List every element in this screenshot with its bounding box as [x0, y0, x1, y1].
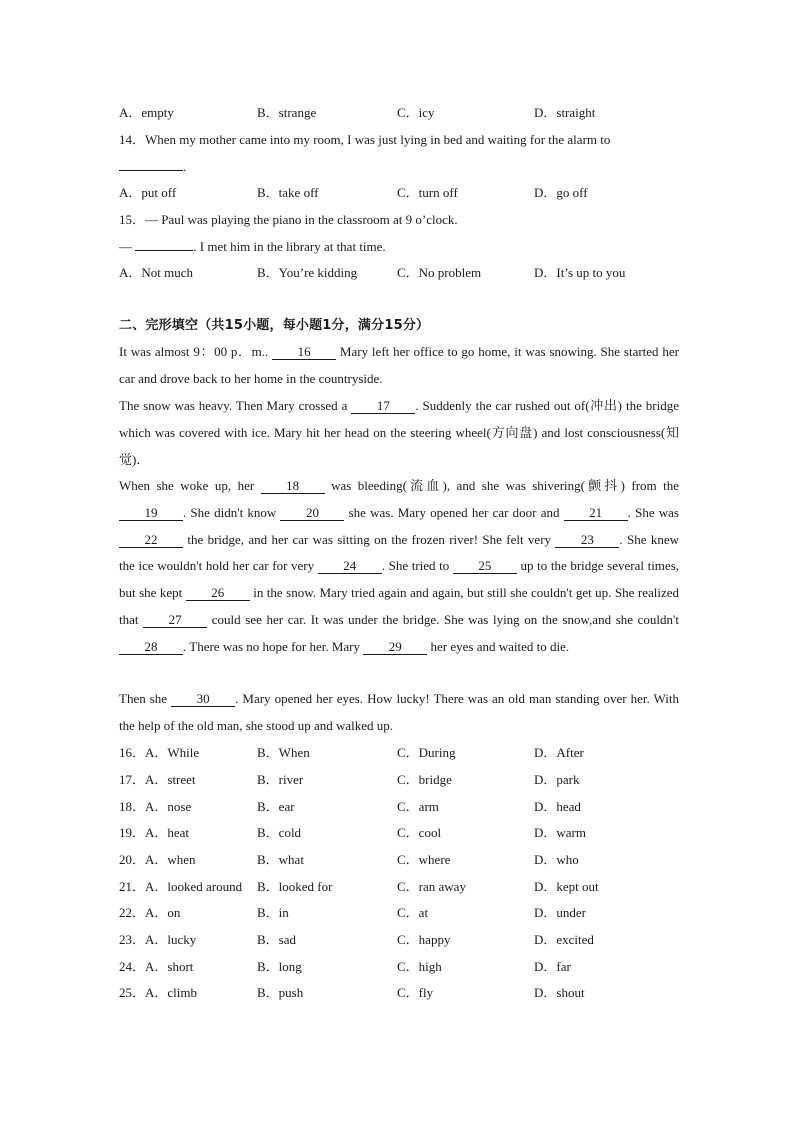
- cloze-option-row: [119, 903, 679, 923]
- option-b: B．ear: [257, 799, 295, 814]
- cloze-option-row: [119, 797, 679, 817]
- option-b: B．long: [257, 959, 302, 974]
- option-a: A．Not much: [119, 265, 194, 280]
- blank-28: 28: [119, 639, 183, 655]
- blank-25: 25: [453, 558, 517, 574]
- text: Then she: [119, 691, 172, 706]
- text: up to the bridge several times, but she kept: [119, 558, 680, 601]
- option-d: D．It’s up to you: [534, 265, 626, 280]
- text: . Suddenly the car rushed out of(冲出) the bridge which was covered with ice. Mary hit her head on the steering wheel(方向盘) and lost consciousness(知觉)．: [119, 398, 679, 467]
- cloze-passage-p1: [119, 339, 679, 393]
- option-d: D．under: [534, 905, 586, 920]
- blank-22: 22: [119, 532, 183, 548]
- q14-options: [119, 183, 679, 203]
- text: was bleeding(流血), and she was shivering(颤抖) from the: [324, 478, 679, 493]
- option-b: B．looked for: [257, 879, 333, 894]
- text: the bridge, and her car was sitting on the frozen river! She felt very: [183, 531, 556, 547]
- option-a: A．empty: [119, 105, 174, 120]
- text: . She was: [627, 504, 679, 520]
- blank-16: 16: [272, 344, 336, 360]
- option-c: C．icy: [397, 105, 435, 120]
- blank-24: 24: [318, 558, 382, 574]
- cloze-option-row: [119, 877, 679, 897]
- option-d: D．park: [534, 772, 580, 787]
- option-c: C．During: [397, 745, 456, 760]
- option-c: C．arm: [397, 799, 439, 814]
- answer-blank: [119, 170, 183, 171]
- q15-line2-suffix: . I met him in the library at that time.: [193, 239, 386, 254]
- option-c: C．happy: [397, 932, 451, 947]
- option-b: B．what: [257, 852, 304, 867]
- option-b: B．strange: [257, 105, 317, 120]
- option-a: 25．A．climb: [119, 985, 197, 1000]
- blank-17: 17: [351, 398, 415, 414]
- option-a: 19．A．heat: [119, 825, 190, 840]
- option-b: B．When: [257, 745, 310, 760]
- option-c: C．where: [397, 852, 451, 867]
- blank-30: 30: [171, 691, 235, 707]
- cloze-passage-p4: [119, 686, 679, 740]
- option-a: 22．A．on: [119, 905, 181, 920]
- blank-21: 21: [564, 505, 628, 521]
- blank-19: 19: [119, 505, 183, 521]
- cloze-option-row: [119, 957, 679, 977]
- text: . She didn't know: [183, 504, 281, 520]
- blank-27: 27: [143, 612, 207, 628]
- text: Mary left her office to go home, it was snowing. She started her car and drove back to her home in the countryside.: [119, 344, 680, 386]
- text: . She knew the ice wouldn't hold her car for very: [119, 531, 679, 574]
- option-d: D．excited: [534, 932, 594, 947]
- option-c: C．high: [397, 959, 442, 974]
- section-title: 二、完形填空（共15小题，每小题1分，满分15分）: [119, 318, 430, 333]
- cloze-option-row: [119, 850, 679, 870]
- cloze-option-row: [119, 930, 679, 950]
- option-d: D．After: [534, 745, 584, 760]
- text: . There was no hope for her. Mary: [183, 638, 364, 654]
- option-a: 23．A．lucky: [119, 932, 197, 947]
- option-c: C．at: [397, 905, 429, 920]
- option-b: B．cold: [257, 825, 302, 840]
- option-d: D．who: [534, 852, 579, 867]
- option-b: B．in: [257, 905, 289, 920]
- option-d: D．kept out: [534, 879, 599, 894]
- blank-26: 26: [186, 585, 250, 601]
- option-a: 17．A．street: [119, 772, 196, 787]
- blank-20: 20: [280, 505, 344, 521]
- option-d: D．head: [534, 799, 581, 814]
- option-b: B．river: [257, 772, 304, 787]
- q14-stem-end: .: [183, 159, 187, 174]
- option-a: 18．A．nose: [119, 799, 192, 814]
- text: . She tried to: [381, 558, 453, 574]
- text: her eyes and waited to die.: [427, 638, 570, 654]
- cloze-passage-p3: [119, 473, 679, 661]
- blank-18: 18: [261, 478, 325, 494]
- q15-line2: [119, 237, 679, 257]
- blank-29: 29: [363, 639, 427, 655]
- option-c: C．ran away: [397, 879, 466, 894]
- text: in the snow. Mary tried again and again, but still she couldn't get up. She realized that: [119, 585, 680, 627]
- q15-line1: 15．— Paul was playing the piano in the classroom at 9 o’clock.: [119, 212, 458, 227]
- q14-blank-line: [119, 157, 679, 177]
- option-a: 21．A．looked around: [119, 879, 243, 894]
- cloze-option-row: [119, 770, 679, 790]
- option-d: D．far: [534, 959, 571, 974]
- q13-options: [119, 103, 679, 123]
- option-b: B．push: [257, 985, 304, 1000]
- option-b: B．sad: [257, 932, 297, 947]
- option-d: D．straight: [534, 105, 596, 120]
- option-a: 24．A．short: [119, 959, 194, 974]
- text: she was. Mary opened her car door and: [344, 504, 564, 520]
- text: . Mary opened her eyes. How lucky! There was an old man standing over her. With the help of the old man, she stood up and walked up.: [119, 691, 679, 733]
- option-a: 20．A．when: [119, 852, 196, 867]
- option-d: D．warm: [534, 825, 586, 840]
- option-c: C．fly: [397, 985, 434, 1000]
- option-d: D．go off: [534, 185, 588, 200]
- option-c: C．cool: [397, 825, 442, 840]
- option-b: B．take off: [257, 185, 319, 200]
- q15-options: [119, 263, 679, 283]
- answer-blank: [135, 250, 193, 251]
- q15-dash: —: [119, 239, 136, 254]
- option-c: C．turn off: [397, 185, 458, 200]
- text: could see her car. It was under the bridge. She was lying on the snow,and she couldn't: [207, 611, 679, 627]
- option-b: B．You’re kidding: [257, 265, 358, 280]
- cloze-passage-p2: [119, 393, 679, 473]
- q14-stem: 14．When my mother came into my room, I was just lying in bed and waiting for the alarm to: [119, 132, 611, 147]
- cloze-option-row: [119, 823, 679, 843]
- cloze-option-row: [119, 743, 679, 763]
- text: When she woke up, her: [119, 478, 261, 493]
- option-a: 16．A．While: [119, 745, 200, 760]
- cloze-option-row: [119, 983, 679, 1003]
- option-a: A．put off: [119, 185, 177, 200]
- text: The snow was heavy. Then Mary crossed a: [119, 398, 352, 413]
- option-c: C．No problem: [397, 265, 482, 280]
- text: It was almost 9：00 p．m..: [119, 344, 273, 359]
- blank-23: 23: [555, 532, 619, 548]
- option-c: C．bridge: [397, 772, 452, 787]
- option-d: D．shout: [534, 985, 585, 1000]
